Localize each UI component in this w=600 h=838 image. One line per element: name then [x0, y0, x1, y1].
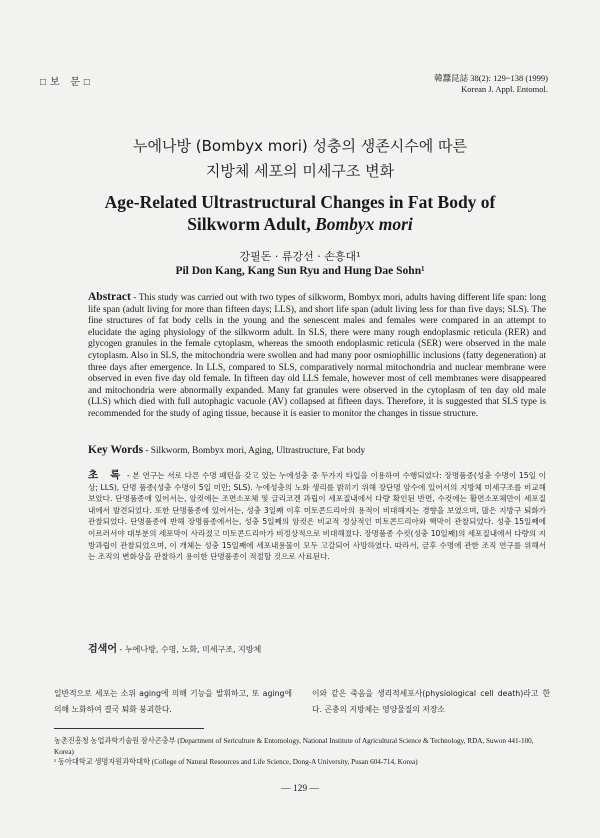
- keywords: [88, 444, 546, 456]
- korean-keywords-text: - 누에나방, 수명, 노화, 미세구조, 지방체: [116, 645, 262, 654]
- korean-title: [0, 134, 600, 184]
- korean-keywords: [88, 640, 546, 655]
- abstract-label: Abstract: [88, 291, 131, 303]
- footnote-affiliation-1: 농촌진흥청 농업과학기술원 잠사곤충부 (Department of Sericulture & Entomology, National Institute of Agricultural Science & Technology, RDA, Suwon 441-100, Korea): [54, 737, 534, 756]
- english-title-species: Bombyx mori: [315, 214, 413, 234]
- footnotes: [54, 736, 554, 768]
- authors-korean: 강필돈 · 류강선 · 손흥대¹: [239, 250, 361, 263]
- journal-citation: [434, 73, 548, 95]
- journal-name-line: Korean J. Appl. Entomol.: [461, 84, 548, 94]
- korean-title-line1: 누에나방 (Bombyx mori) 성충의 생존시수에 따른: [133, 137, 467, 155]
- korean-keywords-label: 검색어: [88, 644, 117, 655]
- english-title-line1: Age-Related Ultrastructural Changes in Fat Body of: [104, 192, 496, 212]
- body-column-right: 이와 같은 죽음을 생리적세포사(physiological cell death)라고 한다. 곤충의 지방체는 영양물질의 저장소: [312, 689, 550, 714]
- english-title-line2-prefix: Silkworm Adult,: [187, 214, 316, 234]
- body-column-left: 일반적으로 세포는 소위 aging에 의해 기능을 발휘하고, 또 aging에 의해 노화하여 결국 퇴화 붕괴한다.: [54, 689, 292, 714]
- page-number: — 129 —: [281, 784, 319, 794]
- keywords-text: - Silkworm, Bombyx mori, Aging, Ultrastructure, Fat body: [143, 446, 366, 456]
- footnote-affiliation-2: ¹ 동아대학교 생명자원과학대학 (College of Natural Resources and Life Science, Dong-A University, Pusan 604-714, Korea): [54, 758, 418, 766]
- section-label: □보 문□: [40, 77, 94, 88]
- abstract: [88, 292, 546, 421]
- korean-summary: [88, 470, 546, 563]
- abstract-text: - This study was carried out with two types of silkworm, Bombyx mori, adults having different life span: long life span (adult living for more than fifteen days; LLS), and short life span (adult living less for than five days; SLS). The fine structures of fat body cells in the young and the senescent males and females were compared in an attempt to elucidate the aging physiology of the silkworm adult. In SLS, there were many rough endoplasmic reticula (RER) and glycogen granules in the female cytoplasm, whereas the smooth endoplasmic reticula (SER) were observed in the male cytoplasm. Also in SLS, the mitochondria were swollen and had many poor osmiophillic inclusions (fatty degeneration) at three days after emergence. In LLS, compared to SLS, comparatively normal mitochondria and nuclear membrane were observed in even five day old female. In fifteen day old LLS female, however most of cell membranes were disappeared and mitochondria were abnormally expanded. Many fat granules were observed in the cytoplasm of ten day old male (LLS) which died with full autophagic vacuole (AV) collapsed at fifteen days. Therefore, it is suggested that SLS type is recommended for the study of aging tissue, because it is easier to monitor the changes in tissue structure.: [88, 293, 546, 419]
- journal-volume-line: 韓蠶昆誌 38(2): 129~138 (1999): [434, 73, 548, 83]
- footnote-divider: [54, 728, 204, 729]
- keywords-label: Key Words: [88, 444, 144, 456]
- authors-english: Pil Don Kang, Kang Sun Ryu and Hung Dae Sohn¹: [175, 265, 425, 277]
- english-title-line2: [0, 213, 600, 235]
- korean-title-line2: 지방체 세포의 미세구조 변화: [205, 162, 395, 180]
- korean-summary-text: - 본 연구는 서로 다른 수명 패턴을 갖고 있는 누에성충 중 두가지 타입을 이용하여 수행되었다: 장명품종(성충 수명이 15일 이상; LLS), 단명 품종(성충 수명이 5일 미만; SLS). 누에성충의 노화 생리를 밝히기 위해 장단명 암수에 있어서의 지방체 미세구조를 비교해 보았다. 단명품종에 있어서는, 암컷에는 조면소포체 및 글리코겐 과립이 세포질내에서 다량 확인된 반면, 수컷에는 활면소포체만이 세포질내에서 발견되었다. 또한 단명품종에 있어서는, 성충 3일째 이후 미토콘드리아의 용적이 비대해지는 경향을 보였으며, 많은 지방구 퇴화가 관찰되었다. 단명품종에 반해 장명품종에서는, 성충 5일째의 암컷은 비교적 정상적인 미토콘드리아와 핵막이 관찰되었다. 성충 15일째에 이르러서야 대부분의 세포막이 사라졌고 미토콘드리아가 비정상적으로 비대해졌다. 장명품종 수컷(성충 10일째)의 세포질내에서 다량의 지방과립이 관찰되었으며, 이 개체는 성충 15일째에 세포내용물이 모두 고갈되어 사망하였다. 따라서, 금후 수명에 관한 조직 연구를 위해서는 조직의 변화상을 관찰하기 용이한 단명품종이 적절할 것으로 사료된다.: [88, 471, 546, 562]
- english-title: [0, 191, 600, 235]
- korean-summary-label: 초 록: [88, 469, 125, 481]
